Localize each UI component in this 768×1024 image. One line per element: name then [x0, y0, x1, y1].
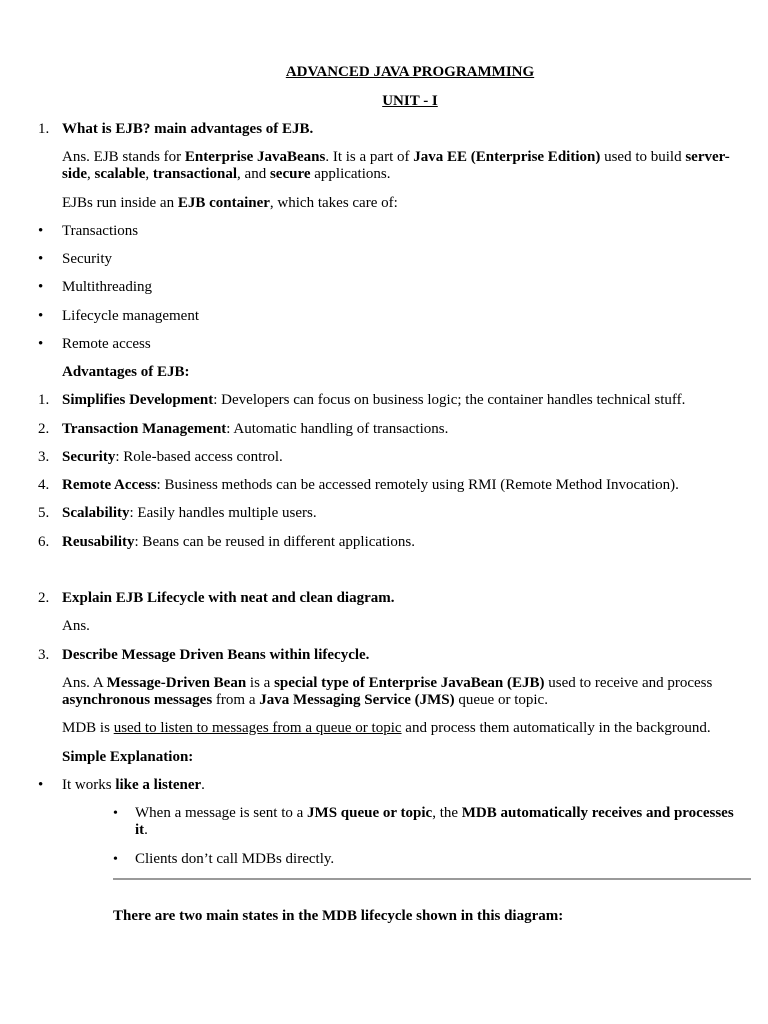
advantage-item: Reusability: Beans can be reused in different applications.	[62, 534, 415, 550]
question-number: 1.	[38, 121, 50, 137]
advantage-item: Simplifies Development: Developers can focus on business logic; the container handles technical stuff.	[62, 392, 686, 408]
bullet-icon: •	[38, 251, 44, 267]
list-item: It works like a listener.	[62, 777, 205, 793]
list-item: Transactions	[62, 223, 139, 239]
advantages-heading: Advantages of EJB:	[62, 364, 190, 380]
document-title: ADVANCED JAVA PROGRAMMING	[285, 64, 535, 80]
advantage-item: Scalability: Easily handles multiple users.	[62, 505, 317, 521]
advantage-item: Remote Access: Business methods can be accessed remotely using RMI (Remote Method Invocation).	[62, 477, 679, 493]
list-number: 4.	[38, 477, 50, 493]
sub-list-item: Clients don’t call MDBs directly.	[135, 851, 335, 867]
simple-explanation-heading: Simple Explanation:	[62, 749, 194, 765]
horizontal-divider	[113, 878, 751, 880]
question-2: Explain EJB Lifecycle with neat and clean diagram.	[62, 590, 395, 606]
question-1: What is EJB? main advantages of EJB.	[62, 121, 314, 137]
sub-list-item: When a message is sent to a JMS queue or topic, the MDB automatically receives and processes it.	[135, 805, 734, 838]
bullet-icon: •	[38, 308, 44, 324]
bullet-icon: •	[38, 279, 44, 295]
list-number: 5.	[38, 505, 50, 521]
list-number: 2.	[38, 421, 50, 437]
advantage-item: Transaction Management: Automatic handling of transactions.	[62, 421, 449, 437]
list-number: 6.	[38, 534, 50, 550]
sub-bullet-icon: •	[113, 852, 118, 867]
unit-heading: UNIT - I	[382, 93, 438, 109]
list-item: Security	[62, 251, 112, 267]
list-number: 1.	[38, 392, 50, 408]
list-item: Remote access	[62, 336, 151, 352]
list-number: 3.	[38, 449, 50, 465]
bullet-icon: •	[38, 223, 44, 239]
advantage-item: Security: Role-based access control.	[62, 449, 283, 465]
sub-bullet-icon: •	[113, 806, 118, 821]
mdb-paragraph: MDB is used to listen to messages from a queue or topic and process them automatically in the background.	[62, 720, 711, 736]
bullet-icon: •	[38, 777, 44, 793]
question-3: Describe Message Driven Beans within lifecycle.	[62, 647, 370, 663]
list-item: Multithreading	[62, 279, 152, 295]
container-paragraph: EJBs run inside an EJB container, which takes care of:	[62, 195, 398, 211]
bullet-icon: •	[38, 336, 44, 352]
question-number: 2.	[38, 590, 50, 606]
answer-2: Ans.	[62, 618, 90, 634]
question-number: 3.	[38, 647, 50, 663]
states-heading: There are two main states in the MDB lifecycle shown in this diagram:	[113, 908, 564, 924]
list-item: Lifecycle management	[62, 308, 200, 324]
answer-1-intro: Ans. EJB stands for Enterprise JavaBeans. It is a part of Java EE (Enterprise Edition) used to build server-side, scalable, transactional, and secure applications.	[62, 149, 730, 182]
answer-3-intro: Ans. A Message-Driven Bean is a special type of Enterprise JavaBean (EJB) used to receive and process asynchronous messages from a Java Messaging Service (JMS) queue or topic.	[62, 675, 713, 708]
